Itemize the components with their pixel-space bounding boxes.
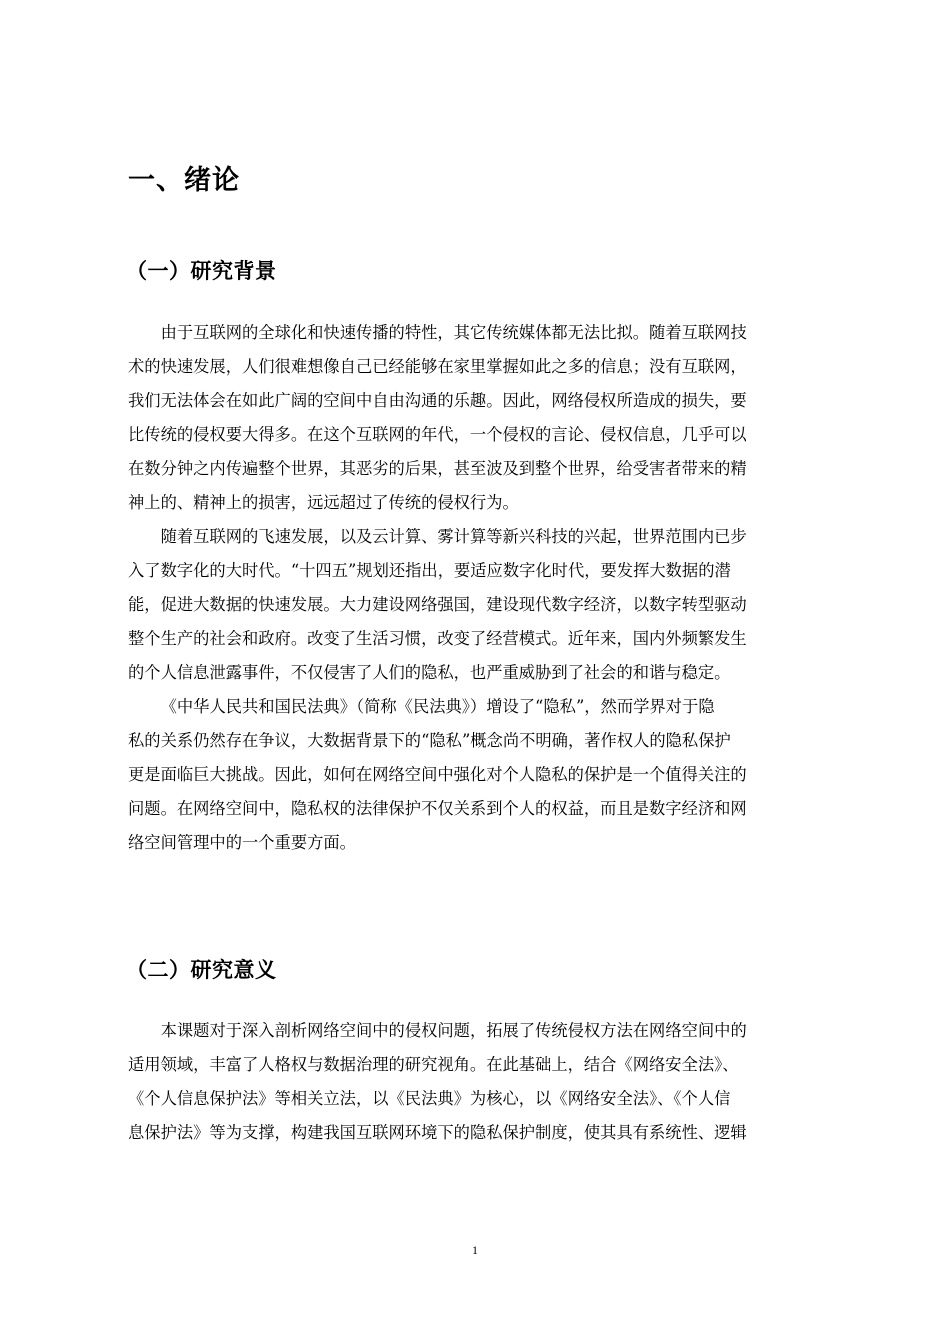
section-heading-significance: （二）研究意义 (126, 958, 277, 982)
text-line: 《个人信息保护法》等相关立法，以《民法典》为核心，以《网络安全法》、《个人信 (128, 1089, 731, 1108)
text-line: 术的快速发展，人们很难想像自己已经能够在家里掌握如此之多的信息；没有互联网， (128, 357, 747, 376)
text-line: 本课题对于深入剖析网络空间中的侵权问题，拓展了传统侵权方法在网络空间中的 (160, 1021, 747, 1040)
chapter-heading: 一、绪论 (128, 165, 240, 196)
text-line: 入了数字化的大时代。“十四五”规划还指出，要适应数字化时代，要发挥大数据的潜 (128, 561, 731, 580)
text-line: 随着互联网的飞速发展，以及云计算、雾计算等新兴科技的兴起，世界范围内已步 (160, 527, 747, 546)
text-line: 络空间管理中的一个重要方面。 (128, 833, 356, 852)
paragraph (128, 316, 858, 520)
text-line: 问题。在网络空间中，隐私权的法律保护不仅关系到个人的权益，而且是数字经济和网 (128, 799, 747, 818)
text-line: 《中华人民共和国民法典》（简称《民法典》）增设了“隐私”，然而学界对于隐 (160, 697, 715, 716)
text-line: 私的关系仍然存在争议，大数据背景下的“隐私”概念尚不明确，著作权人的隐私保护 (128, 731, 731, 750)
text-line: 在数分钟之内传遍整个世界，其恶劣的后果，甚至波及到整个世界，给受害者带来的精 (128, 459, 747, 478)
text-line: 更是面临巨大挑战。因此，如何在网络空间中强化对个人隐私的保护是一个值得关注的 (128, 765, 747, 784)
text-line: 神上的、精神上的损害，远远超过了传统的侵权行为。 (128, 493, 519, 512)
paragraph (128, 1014, 858, 1150)
text-line: 的个人信息泄露事件，不仅侵害了人们的隐私，也严重威胁到了社会的和谐与稳定。 (128, 663, 731, 682)
text-line: 适用领域，丰富了人格权与数据治理的研究视角。在此基础上，结合《网络安全法》、 (128, 1055, 739, 1074)
text-line: 整个生产的社会和政府。改变了生活习惯，改变了经营模式。近年来，国内外频繁发生 (128, 629, 747, 648)
text-line: 比传统的侵权要大得多。在这个互联网的年代，一个侵权的言论、侵权信息，几乎可以 (128, 425, 747, 444)
section-heading-background: （一）研究背景 (126, 259, 277, 283)
text-line: 能，促进大数据的快速发展。大力建设网络强国，建设现代数字经济，以数字转型驱动 (128, 595, 747, 614)
paragraph (128, 520, 858, 690)
paragraph (128, 690, 858, 860)
text-line: 我们无法体会在如此广阔的空间中自由沟通的乐趣。因此，网络侵权所造成的损失，要 (128, 391, 747, 410)
text-line: 由于互联网的全球化和快速传播的特性，其它传统媒体都无法比拟。随着互联网技 (160, 323, 747, 342)
text-line: 息保护法》等为支撑，构建我国互联网环境下的隐私保护制度，使其具有系统性、逻辑 (128, 1123, 747, 1142)
page-number: 1 (472, 1243, 478, 1257)
